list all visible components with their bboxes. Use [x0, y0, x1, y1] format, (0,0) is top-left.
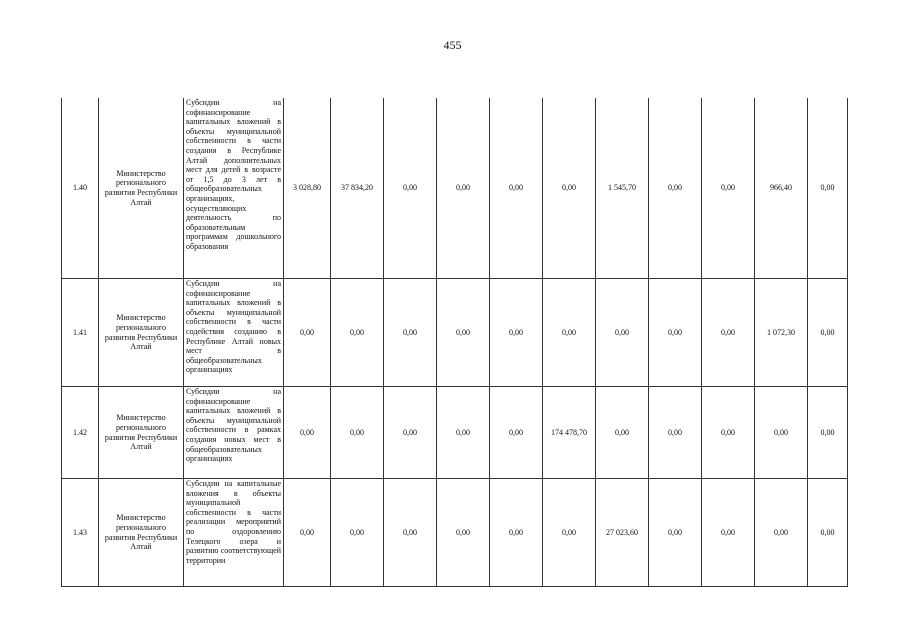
organization-cell: Министерство регионального развития Республики Алтай	[99, 279, 184, 387]
value-cell: 0,00	[437, 479, 490, 587]
value-cell: 0,00	[331, 279, 384, 387]
value-cell: 0,00	[331, 479, 384, 587]
value-cell: 966,40	[755, 98, 808, 279]
value-cell: 0,00	[755, 387, 808, 479]
value-cell: 0,00	[702, 279, 755, 387]
table-row	[62, 279, 848, 387]
value-cell: 0,00	[284, 387, 331, 479]
value-cell: 0,00	[490, 279, 543, 387]
value-cell: 0,00	[649, 98, 702, 279]
row-number: 1.43	[62, 479, 99, 587]
value-cell: 0,00	[649, 479, 702, 587]
value-cell: 37 834,20	[331, 98, 384, 279]
value-cell: 1 072,30	[755, 279, 808, 387]
value-cell: 0,00	[490, 98, 543, 279]
row-number: 1.42	[62, 387, 99, 479]
organization-cell: Министерство регионального развития Республики Алтай	[99, 387, 184, 479]
value-cell: 0,00	[808, 279, 848, 387]
organization-cell: Министерство регионального развития Республики Алтай	[99, 479, 184, 587]
description-cell	[184, 279, 284, 387]
value-cell: 0,00	[808, 98, 848, 279]
value-cell: 0,00	[490, 387, 543, 479]
table-row	[62, 479, 848, 587]
value-cell: 0,00	[384, 387, 437, 479]
description-cell	[184, 479, 284, 587]
value-cell: 174 478,70	[543, 387, 596, 479]
description-text: Субсидии на софинансирование капитальных вложений в объекты муниципальной собственности в части содействия созданию в Республике Алтай новых мест в общеобразовательных организациях	[186, 279, 281, 375]
description-cell	[184, 387, 284, 479]
value-cell: 0,00	[649, 387, 702, 479]
value-cell: 0,00	[543, 279, 596, 387]
value-cell: 0,00	[702, 98, 755, 279]
value-cell: 0,00	[755, 479, 808, 587]
value-cell: 0,00	[384, 98, 437, 279]
description-text: Субсидии на софинансирование капитальных вложений в объекты муниципальной собственности в рамках создания новых мест в общеобразовательных организациях	[186, 387, 281, 464]
value-cell: 0,00	[702, 479, 755, 587]
table-row	[62, 98, 848, 279]
row-number: 1.40	[62, 98, 99, 279]
value-cell: 1 545,70	[596, 98, 649, 279]
table-row	[62, 387, 848, 479]
description-cell	[184, 98, 284, 279]
value-cell: 0,00	[331, 387, 384, 479]
value-cell: 0,00	[543, 479, 596, 587]
value-cell: 0,00	[543, 98, 596, 279]
description-text: Субсидии на капитальные вложения в объекты муниципальной собственности в части реализации мероприятий по оздоровлению Телецкого озера и развитию соответствующей территории	[186, 479, 281, 565]
value-cell: 0,00	[284, 479, 331, 587]
row-number: 1.41	[62, 279, 99, 387]
value-cell: 0,00	[490, 479, 543, 587]
value-cell: 0,00	[808, 479, 848, 587]
value-cell: 0,00	[284, 279, 331, 387]
value-cell: 0,00	[596, 279, 649, 387]
value-cell: 0,00	[437, 387, 490, 479]
description-text: Субсидии на софинансирование капитальных вложений в объекты муниципальной собственности в части создания в Республике Алтай дополнительных мест для детей в возрасте от 1,5 до 3 лет в общеобразовательных организациях, осуществляющих деятельность по образовательным программам дошкольного образования	[186, 98, 281, 251]
page-number: 455	[443, 38, 462, 52]
value-cell: 0,00	[437, 279, 490, 387]
value-cell: 0,00	[702, 387, 755, 479]
value-cell: 0,00	[808, 387, 848, 479]
value-cell: 0,00	[437, 98, 490, 279]
value-cell: 0,00	[384, 479, 437, 587]
value-cell: 3 028,80	[284, 98, 331, 279]
value-cell: 0,00	[596, 387, 649, 479]
value-cell: 0,00	[649, 279, 702, 387]
value-cell: 0,00	[384, 279, 437, 387]
budget-table	[61, 98, 848, 587]
value-cell: 27 023,60	[596, 479, 649, 587]
organization-cell: Министерство регионального развития Республики Алтай	[99, 98, 184, 279]
